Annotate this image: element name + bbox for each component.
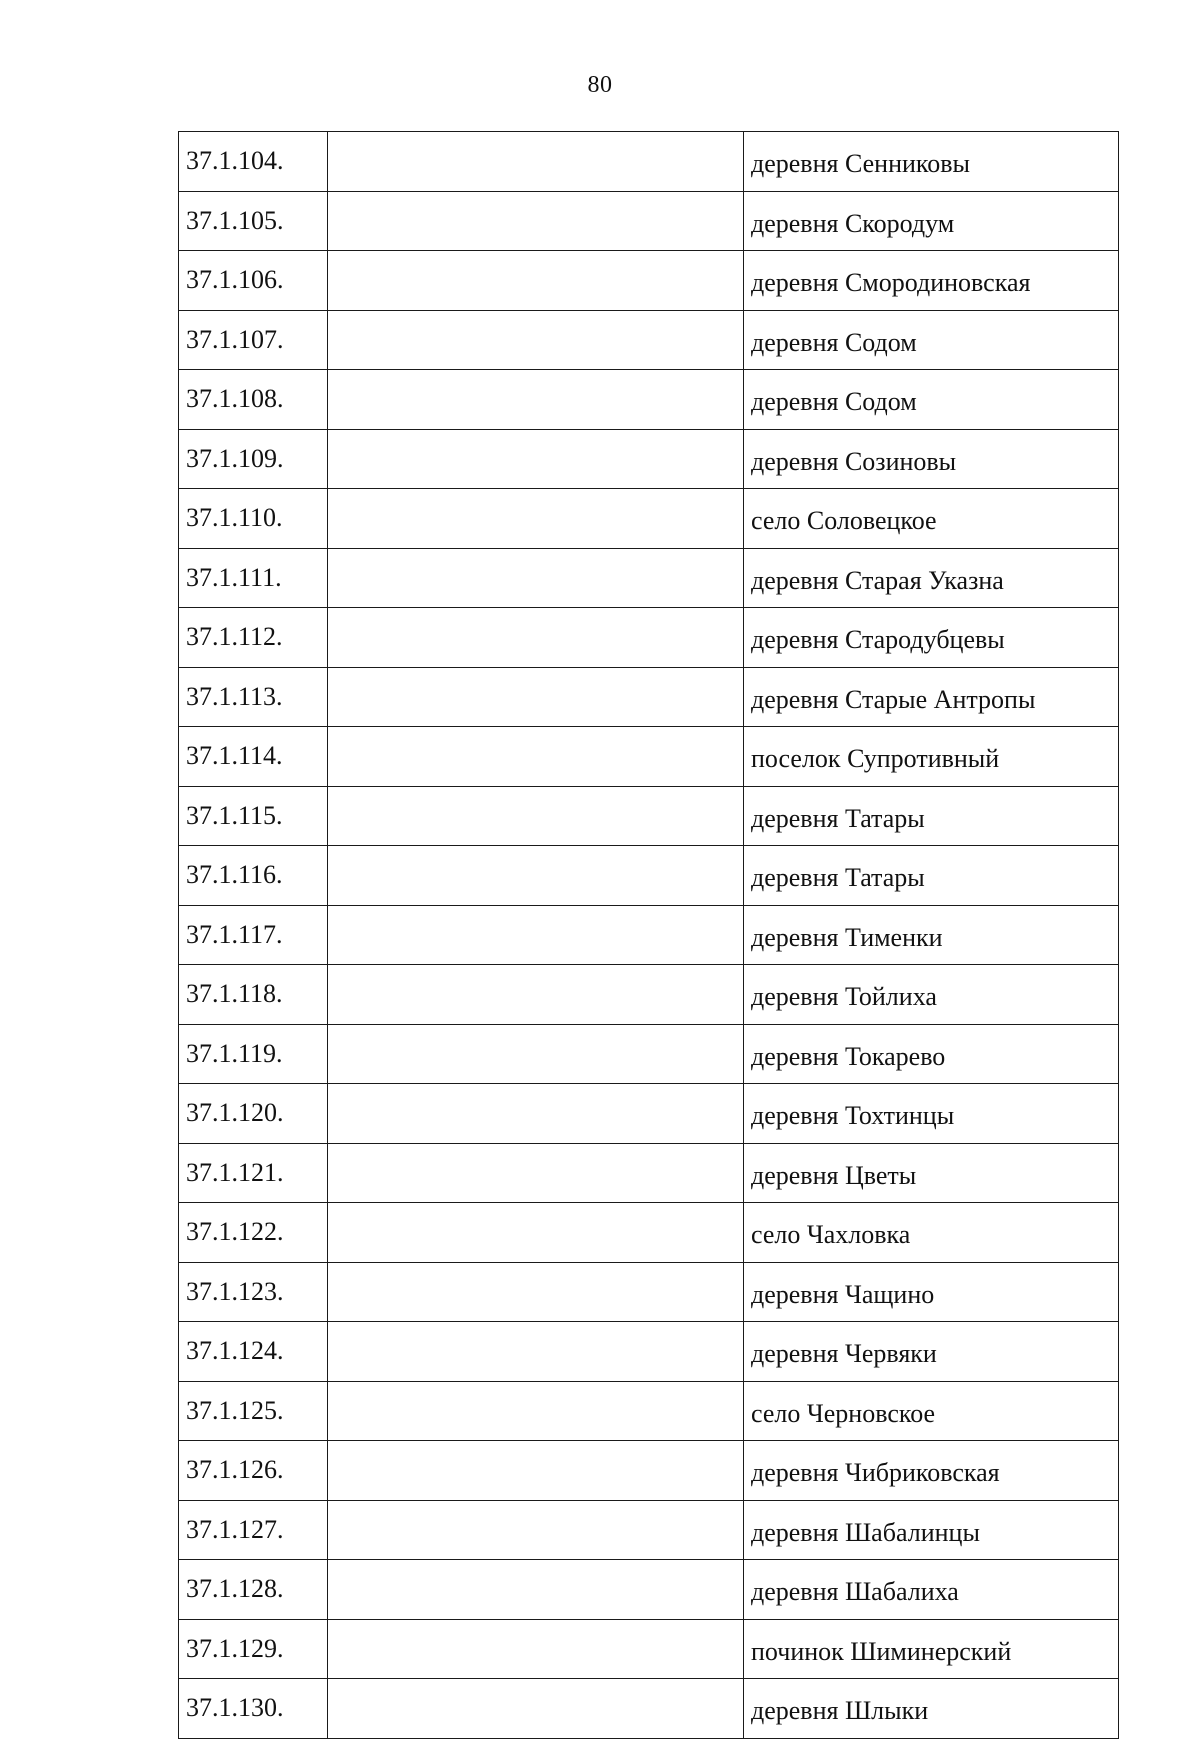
row-settlement-name-cell: деревня Созиновы: [744, 429, 1119, 489]
row-empty-cell: [328, 905, 744, 965]
row-code-cell: 37.1.117.: [179, 905, 328, 965]
row-empty-cell: [328, 965, 744, 1025]
row-empty-cell: [328, 191, 744, 251]
table-row: [179, 1024, 1119, 1084]
row-empty-cell: [328, 1679, 744, 1739]
table-row: [179, 429, 1119, 489]
table-row: [179, 667, 1119, 727]
row-settlement-name-cell: деревня Цветы: [744, 1143, 1119, 1203]
table-row: [179, 489, 1119, 549]
row-settlement-name-cell: деревня Сенниковы: [744, 132, 1119, 192]
row-settlement-name-cell: деревня Тойлиха: [744, 965, 1119, 1025]
row-empty-cell: [328, 548, 744, 608]
row-code-cell: 37.1.127.: [179, 1500, 328, 1560]
row-settlement-name-cell: деревня Шлыки: [744, 1679, 1119, 1739]
row-empty-cell: [328, 1203, 744, 1263]
row-settlement-name-cell: деревня Шабалинцы: [744, 1500, 1119, 1560]
settlements-table: [178, 131, 1119, 1739]
row-code-cell: 37.1.113.: [179, 667, 328, 727]
row-empty-cell: [328, 846, 744, 906]
row-empty-cell: [328, 1560, 744, 1620]
table-row: [179, 1203, 1119, 1263]
row-settlement-name-cell: деревня Чащино: [744, 1262, 1119, 1322]
row-settlement-name-cell: деревня Тименки: [744, 905, 1119, 965]
row-settlement-name-cell: деревня Червяки: [744, 1322, 1119, 1382]
row-settlement-name-cell: починок Шиминерский: [744, 1619, 1119, 1679]
settlements-table-body: [179, 132, 1119, 1739]
row-code-cell: 37.1.119.: [179, 1024, 328, 1084]
row-settlement-name-cell: деревня Содом: [744, 370, 1119, 430]
row-code-cell: 37.1.126.: [179, 1441, 328, 1501]
row-settlement-name-cell: деревня Тохтинцы: [744, 1084, 1119, 1144]
row-code-cell: 37.1.116.: [179, 846, 328, 906]
row-settlement-name-cell: деревня Скородум: [744, 191, 1119, 251]
row-settlement-name-cell: поселок Супротивный: [744, 727, 1119, 787]
table-row: [179, 370, 1119, 430]
row-code-cell: 37.1.112.: [179, 608, 328, 668]
row-code-cell: 37.1.107.: [179, 310, 328, 370]
row-code-cell: 37.1.115.: [179, 786, 328, 846]
row-settlement-name-cell: деревня Содом: [744, 310, 1119, 370]
row-settlement-name-cell: деревня Смородиновская: [744, 251, 1119, 311]
row-code-cell: 37.1.109.: [179, 429, 328, 489]
row-code-cell: 37.1.123.: [179, 1262, 328, 1322]
row-empty-cell: [328, 370, 744, 430]
row-empty-cell: [328, 310, 744, 370]
row-empty-cell: [328, 727, 744, 787]
row-settlement-name-cell: село Соловецкое: [744, 489, 1119, 549]
row-code-cell: 37.1.125.: [179, 1381, 328, 1441]
row-empty-cell: [328, 608, 744, 668]
table-row: [179, 608, 1119, 668]
row-empty-cell: [328, 786, 744, 846]
row-empty-cell: [328, 1500, 744, 1560]
row-settlement-name-cell: деревня Старые Антропы: [744, 667, 1119, 727]
table-row: [179, 310, 1119, 370]
table-row: [179, 1381, 1119, 1441]
table-row: [179, 251, 1119, 311]
row-empty-cell: [328, 489, 744, 549]
table-row: [179, 1500, 1119, 1560]
row-code-cell: 37.1.120.: [179, 1084, 328, 1144]
row-code-cell: 37.1.104.: [179, 132, 328, 192]
row-empty-cell: [328, 667, 744, 727]
table-row: [179, 786, 1119, 846]
table-row: [179, 727, 1119, 787]
table-row: [179, 132, 1119, 192]
row-empty-cell: [328, 1441, 744, 1501]
table-row: [179, 191, 1119, 251]
row-empty-cell: [328, 1024, 744, 1084]
row-empty-cell: [328, 1619, 744, 1679]
table-row: [179, 1143, 1119, 1203]
table-row: [179, 1322, 1119, 1382]
table-row: [179, 1441, 1119, 1501]
row-settlement-name-cell: село Чахловка: [744, 1203, 1119, 1263]
row-empty-cell: [328, 429, 744, 489]
row-code-cell: 37.1.108.: [179, 370, 328, 430]
row-code-cell: 37.1.128.: [179, 1560, 328, 1620]
row-code-cell: 37.1.106.: [179, 251, 328, 311]
row-empty-cell: [328, 1143, 744, 1203]
row-code-cell: 37.1.114.: [179, 727, 328, 787]
row-settlement-name-cell: деревня Стародубцевы: [744, 608, 1119, 668]
row-settlement-name-cell: деревня Старая Указна: [744, 548, 1119, 608]
table-row: [179, 548, 1119, 608]
table-row: [179, 1619, 1119, 1679]
row-code-cell: 37.1.105.: [179, 191, 328, 251]
row-code-cell: 37.1.130.: [179, 1679, 328, 1739]
table-row: [179, 1679, 1119, 1739]
row-empty-cell: [328, 1381, 744, 1441]
table-row: [179, 905, 1119, 965]
row-settlement-name-cell: деревня Татары: [744, 846, 1119, 906]
row-settlement-name-cell: деревня Татары: [744, 786, 1119, 846]
row-settlement-name-cell: деревня Токарево: [744, 1024, 1119, 1084]
row-code-cell: 37.1.110.: [179, 489, 328, 549]
row-code-cell: 37.1.118.: [179, 965, 328, 1025]
row-empty-cell: [328, 132, 744, 192]
row-code-cell: 37.1.129.: [179, 1619, 328, 1679]
row-empty-cell: [328, 1262, 744, 1322]
row-code-cell: 37.1.111.: [179, 548, 328, 608]
row-settlement-name-cell: деревня Шабалиха: [744, 1560, 1119, 1620]
table-row: [179, 1560, 1119, 1620]
row-settlement-name-cell: село Черновское: [744, 1381, 1119, 1441]
row-empty-cell: [328, 1322, 744, 1382]
row-empty-cell: [328, 251, 744, 311]
row-code-cell: 37.1.122.: [179, 1203, 328, 1263]
row-empty-cell: [328, 1084, 744, 1144]
page-number: 80: [587, 72, 613, 98]
table-row: [179, 1084, 1119, 1144]
row-code-cell: 37.1.124.: [179, 1322, 328, 1382]
table-row: [179, 846, 1119, 906]
table-row: [179, 965, 1119, 1025]
row-settlement-name-cell: деревня Чибриковская: [744, 1441, 1119, 1501]
table-row: [179, 1262, 1119, 1322]
row-code-cell: 37.1.121.: [179, 1143, 328, 1203]
